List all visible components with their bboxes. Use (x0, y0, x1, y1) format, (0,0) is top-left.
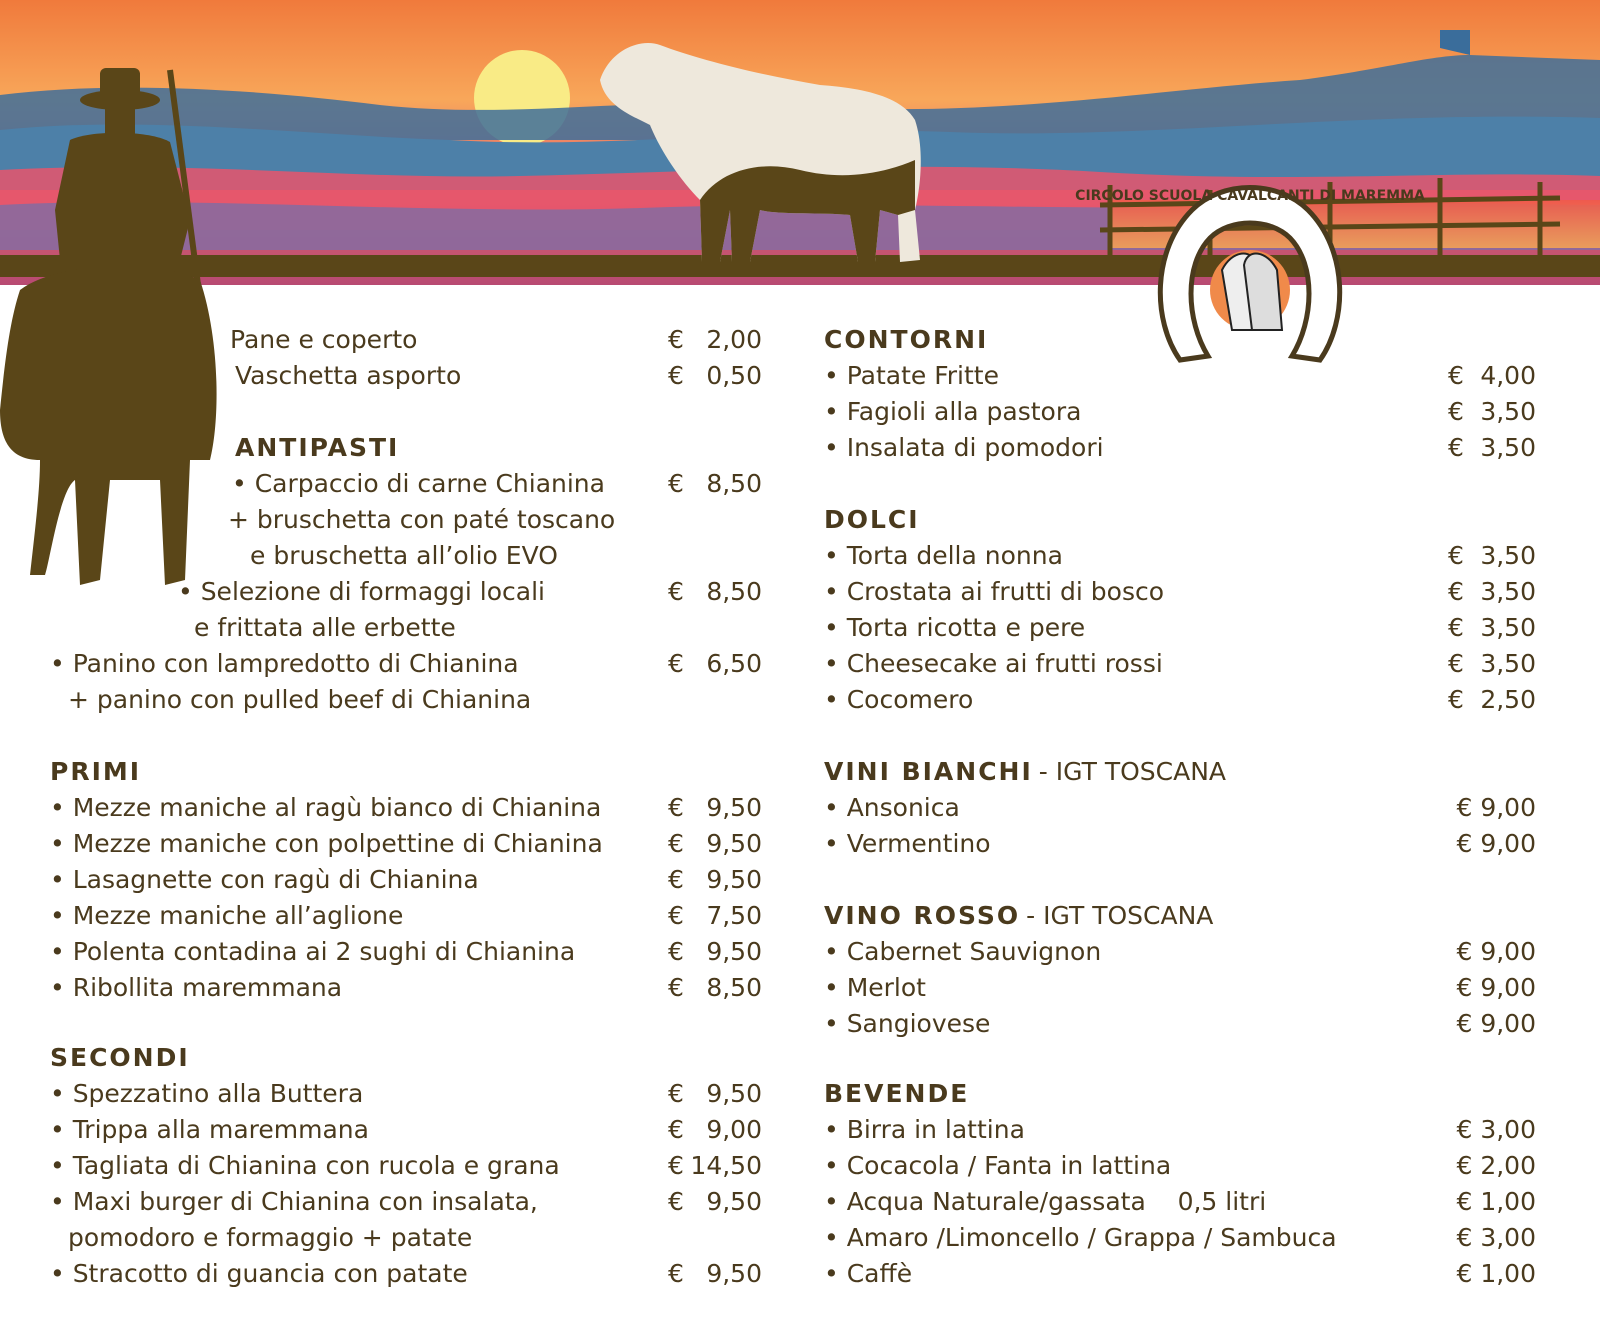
menu-item-name: • Panino con lampredotto di Chianina (50, 649, 519, 678)
currency: € (668, 973, 684, 1002)
menu-item-price: € 9,00 (1456, 829, 1536, 858)
menu-item-desc: e bruschetta all’olio EVO (250, 541, 558, 570)
menu-item-name: • Acqua Naturale/gassata 0,5 litri (824, 1187, 1267, 1216)
section-title-vini-bianchi (824, 754, 1226, 790)
amount: 3,50 (1480, 433, 1536, 462)
section-title-dolci: DOLCI (824, 505, 920, 534)
menu-item-price: € 1,00 (1456, 1187, 1536, 1216)
section-title-antipasti: ANTIPASTI (235, 433, 400, 462)
menu-item-name: • Merlot (824, 973, 926, 1002)
currency: € (1448, 685, 1464, 714)
menu-item-name: • Mezze maniche al ragù bianco di Chianina (50, 793, 602, 822)
menu-item-price (668, 970, 762, 1006)
currency: € (668, 469, 684, 498)
amount: 9,50 (706, 1259, 762, 1288)
section-title-contorni: CONTORNI (824, 325, 989, 354)
menu-item-price: € 2,00 (1456, 1151, 1536, 1180)
amount: 8,50 (706, 469, 762, 498)
currency: € (668, 937, 684, 966)
amount: 2,50 (1480, 685, 1536, 714)
menu-item-name: • Caffè (824, 1259, 913, 1288)
currency: € (668, 1079, 684, 1108)
menu-item-price: € 9,00 (1456, 937, 1536, 966)
menu-item-name: • Lasagnette con ragù di Chianina (50, 865, 479, 894)
currency: € (668, 901, 684, 930)
menu-item-name: • Stracotto di guancia con patate (50, 1259, 468, 1288)
menu-item-price: € 9,00 (1456, 973, 1536, 1002)
amount: 9,50 (706, 1079, 762, 1108)
menu-item-price (1448, 682, 1536, 718)
menu-item-name: • Carpaccio di carne Chianina (232, 469, 605, 498)
currency: € (1448, 397, 1464, 426)
menu-item-price (1448, 358, 1536, 394)
menu-item-price (668, 322, 762, 358)
amount: 9,00 (706, 1115, 762, 1144)
menu-item-desc: pomodoro e formaggio + patate (68, 1223, 473, 1252)
amount: 9,50 (706, 937, 762, 966)
menu-item-price (668, 1112, 762, 1148)
menu-item-name: • Torta ricotta e pere (824, 613, 1086, 642)
menu-item-name: • Cheesecake ai frutti rossi (824, 649, 1163, 678)
section-title-primi: PRIMI (50, 757, 142, 786)
amount: 3,50 (1480, 397, 1536, 426)
menu-item-name: • Trippa alla maremmana (50, 1115, 369, 1144)
amount: 2,00 (706, 325, 762, 354)
currency: € (1448, 541, 1464, 570)
sunset-landscape-banner (0, 0, 1600, 285)
menu-item-name: • Cocacola / Fanta in lattina (824, 1151, 1172, 1180)
currency: € (668, 325, 684, 354)
amount: 6,50 (706, 649, 762, 678)
menu-item-price (668, 826, 762, 862)
currency: € (668, 829, 684, 858)
menu-item-name: • Insalata di pomodori (824, 433, 1104, 462)
menu-item-desc: e frittata alle erbette (194, 613, 456, 642)
menu-item-name: • Ansonica (824, 793, 960, 822)
amount: 7,50 (706, 901, 762, 930)
amount: 4,00 (1480, 361, 1536, 390)
currency: € (1448, 613, 1464, 642)
menu-item-price (668, 934, 762, 970)
amount: 3,50 (1480, 649, 1536, 678)
menu-item-name: • Fagioli alla pastora (824, 397, 1082, 426)
amount: 14,50 (690, 1151, 762, 1180)
menu-item-name: • Birra in lattina (824, 1115, 1025, 1144)
menu-item-price (668, 1256, 762, 1292)
amount: 8,50 (706, 577, 762, 606)
menu-item-name: • Cocomero (824, 685, 974, 714)
currency: € (668, 1187, 684, 1216)
amount: 8,50 (706, 973, 762, 1002)
menu-item-name: • Amaro /Limoncello / Grappa / Sambuca (824, 1223, 1337, 1252)
menu-item-name: • Polenta contadina ai 2 sughi di Chianina (50, 937, 576, 966)
circolo-logo (1075, 170, 1425, 370)
menu-item-price: € 9,00 (1456, 1009, 1536, 1038)
menu-item-name: • Cabernet Sauvignon (824, 937, 1102, 966)
menu-item-price (1448, 430, 1536, 466)
amount: 9,50 (706, 1187, 762, 1216)
menu-item-price (668, 1076, 762, 1112)
menu-item-price (668, 898, 762, 934)
menu-item-price (668, 358, 762, 394)
menu-item-price: € 1,00 (1456, 1259, 1536, 1288)
menu-item-name: • Selezione di formaggi locali (178, 577, 546, 606)
menu-item-price (668, 1184, 762, 1220)
menu-item-name: • Mezze maniche all’aglione (50, 901, 404, 930)
cowboy-on-horse-silhouette (0, 60, 240, 605)
menu-item-price (668, 862, 762, 898)
menu-item-price: € 3,00 (1456, 1223, 1536, 1252)
amount: 3,50 (1480, 541, 1536, 570)
amount: 3,50 (1480, 577, 1536, 606)
currency: € (668, 1151, 684, 1180)
section-subtitle: - IGT TOSCANA (1038, 757, 1227, 786)
menu-item-price (1448, 394, 1536, 430)
currency: € (668, 577, 684, 606)
currency: € (668, 793, 684, 822)
menu-item-price (1448, 610, 1536, 646)
currency: € (668, 649, 684, 678)
menu-item-name: • Sangiovese (824, 1009, 991, 1038)
menu-item-price: € 9,00 (1456, 793, 1536, 822)
menu-item-price: € 3,00 (1456, 1115, 1536, 1144)
menu-item-name: • Vermentino (824, 829, 991, 858)
menu-item-name: • Torta della nonna (824, 541, 1063, 570)
currency: € (668, 1259, 684, 1288)
section-title-bevande: BEVENDE (824, 1079, 970, 1108)
menu-item-price (1448, 574, 1536, 610)
menu-item-name: • Ribollita maremmana (50, 973, 343, 1002)
currency: € (668, 361, 684, 390)
amount: 9,50 (706, 829, 762, 858)
section-title-vino-rosso (824, 898, 1213, 934)
currency: € (668, 1115, 684, 1144)
menu-item-price (668, 790, 762, 826)
currency: € (1448, 649, 1464, 678)
menu-item-price (668, 466, 762, 502)
menu-item-name: • Spezzatino alla Buttera (50, 1079, 364, 1108)
menu-item-name: Vaschetta asporto (235, 361, 462, 390)
menu-item-name: Pane e coperto (230, 325, 418, 354)
section-title-secondi: SECONDI (50, 1043, 190, 1072)
currency: € (1448, 361, 1464, 390)
menu-item-name: • Tagliata di Chianina con rucola e grana (50, 1151, 560, 1180)
menu-item-name: • Patate Fritte (824, 361, 999, 390)
currency: € (1448, 433, 1464, 462)
menu-item-price (1448, 538, 1536, 574)
logo-text: CIRCOLO SCUOLA CAVALCANTI DI MAREMMA (1075, 188, 1425, 204)
menu-item-price (1448, 646, 1536, 682)
menu-item-price (668, 646, 762, 682)
menu-item-name: • Maxi burger di Chianina con insalata, (50, 1187, 538, 1216)
menu-item-name: • Crostata ai frutti di bosco (824, 577, 1165, 606)
section-subtitle: - IGT TOSCANA (1026, 901, 1214, 930)
amount: 3,50 (1480, 613, 1536, 642)
menu-item-desc: + panino con pulled beef di Chianina (68, 685, 532, 714)
amount: 9,50 (706, 865, 762, 894)
currency: € (1448, 577, 1464, 606)
section-title-text: VINO ROSSO (824, 901, 1021, 930)
section-title-text: VINI BIANCHI (824, 757, 1033, 786)
currency: € (668, 865, 684, 894)
menu-item-price (668, 574, 762, 610)
menu-item-name: • Mezze maniche con polpettine di Chianina (50, 829, 603, 858)
menu-item-price (668, 1148, 762, 1184)
amount: 0,50 (706, 361, 762, 390)
menu-item-desc: + bruschetta con paté toscano (228, 505, 616, 534)
amount: 9,50 (706, 793, 762, 822)
